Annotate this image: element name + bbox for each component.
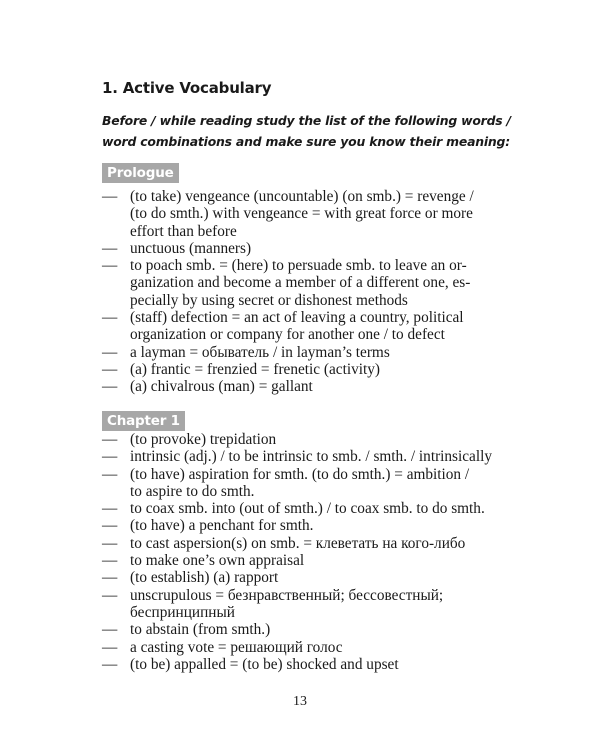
- dash-bullet: —: [102, 431, 118, 448]
- dash-bullet: —: [102, 517, 118, 535]
- prologue-vocabulary-list: [102, 188, 502, 396]
- vocabulary-item: [102, 656, 502, 673]
- vocabulary-item: [102, 431, 502, 448]
- vocabulary-item-text: intrinsic (adj.) / to be intrinsic to smb. / smth. / intrinsically: [130, 448, 492, 466]
- vocabulary-item-text: to cast aspersion(s) on smb. = клеветать на кого-либо: [130, 534, 466, 552]
- dash-bullet: —: [102, 655, 118, 673]
- vocabulary-item: [102, 517, 502, 534]
- vocabulary-item-text: (a) frantic = frenzied = frenetic (activity): [130, 360, 380, 378]
- vocabulary-item: [102, 309, 502, 344]
- vocabulary-item: [102, 378, 502, 395]
- dash-bullet: —: [102, 621, 118, 639]
- instructions-line: word combinations and make sure you know their meaning:: [102, 134, 510, 149]
- dash-bullet: —: [102, 257, 118, 275]
- vocabulary-item-text: (to have) aspiration for smth. (to do smth.) = ambition /: [130, 465, 470, 483]
- vocabulary-item: [102, 361, 502, 378]
- vocabulary-item: [102, 621, 502, 638]
- vocabulary-item: [102, 535, 502, 552]
- vocabulary-item-text: organization or company for another one / to defect: [130, 326, 445, 344]
- instructions: [102, 110, 511, 152]
- vocabulary-item: [102, 587, 502, 622]
- dash-bullet: —: [102, 586, 118, 604]
- prologue-heading: Prologue: [102, 163, 179, 183]
- vocabulary-item-text: (a) chivalrous (man) = gallant: [130, 378, 313, 396]
- vocabulary-item: [102, 344, 502, 361]
- instructions-line: Before / while reading study the list of the following words /: [102, 113, 511, 128]
- vocabulary-item-text: a layman = обыватель / in layman’s terms: [130, 343, 390, 361]
- dash-bullet: —: [102, 448, 118, 466]
- dash-bullet: —: [102, 378, 118, 396]
- vocabulary-item-text: a casting vote = решающий голос: [130, 638, 343, 656]
- dash-bullet: —: [102, 500, 118, 518]
- vocabulary-item: [102, 552, 502, 569]
- vocabulary-item-text: ganization and become a member of a different one, es-: [130, 274, 471, 292]
- vocabulary-item-text: to aspire to do smth.: [130, 482, 255, 500]
- vocabulary-item: [102, 257, 502, 309]
- vocabulary-item-text: (to establish) (a) rapport: [130, 569, 279, 587]
- vocabulary-item: [102, 448, 502, 465]
- vocabulary-item-text: pecially by using secret or dishonest methods: [130, 291, 408, 309]
- vocabulary-item-text: to poach smb. = (here) to persuade smb. to leave an or-: [130, 257, 467, 275]
- dash-bullet: —: [102, 239, 118, 257]
- vocabulary-item: [102, 500, 502, 517]
- vocabulary-item: [102, 639, 502, 656]
- vocabulary-item-text: to make one’s own appraisal: [130, 552, 305, 570]
- dash-bullet: —: [102, 638, 118, 656]
- vocabulary-item-text: (to be) appalled = (to be) shocked and upset: [130, 655, 399, 673]
- vocabulary-item: [102, 466, 502, 501]
- vocabulary-item: [102, 569, 502, 586]
- chapter-1-heading: Chapter 1: [102, 411, 185, 431]
- dash-bullet: —: [102, 552, 118, 570]
- dash-bullet: —: [102, 569, 118, 587]
- vocabulary-item-text: to abstain (from smth.): [130, 621, 271, 639]
- vocabulary-item-text: (to take) vengeance (uncountable) (on smb.) = revenge /: [130, 188, 474, 205]
- dash-bullet: —: [102, 465, 118, 483]
- section-title: 1. Active Vocabulary: [102, 79, 272, 97]
- vocabulary-item-text: (staff) defection = an act of leaving a country, political: [130, 309, 464, 327]
- vocabulary-item-text: unscrupulous = безнравственный; бессовестный;: [130, 586, 444, 604]
- vocabulary-item-text: (to do smth.) with vengeance = with great force or more: [130, 205, 473, 223]
- vocabulary-item: [102, 188, 502, 240]
- dash-bullet: —: [102, 188, 118, 205]
- vocabulary-item-text: unctuous (manners): [130, 239, 252, 257]
- vocabulary-item-text: беспринципный: [130, 603, 235, 621]
- vocabulary-item-text: effort than before: [130, 222, 237, 240]
- dash-bullet: —: [102, 309, 118, 327]
- vocabulary-item: [102, 240, 502, 257]
- vocabulary-item-text: (to have) a penchant for smth.: [130, 517, 314, 535]
- dash-bullet: —: [102, 534, 118, 552]
- dash-bullet: —: [102, 343, 118, 361]
- vocabulary-item-text: to coax smb. into (out of smth.) / to coax smb. to do smth.: [130, 500, 485, 518]
- page-number: 13: [293, 694, 307, 709]
- dash-bullet: —: [102, 360, 118, 378]
- vocabulary-item-text: (to provoke) trepidation: [130, 431, 277, 448]
- chapter-1-vocabulary-list: [102, 431, 502, 673]
